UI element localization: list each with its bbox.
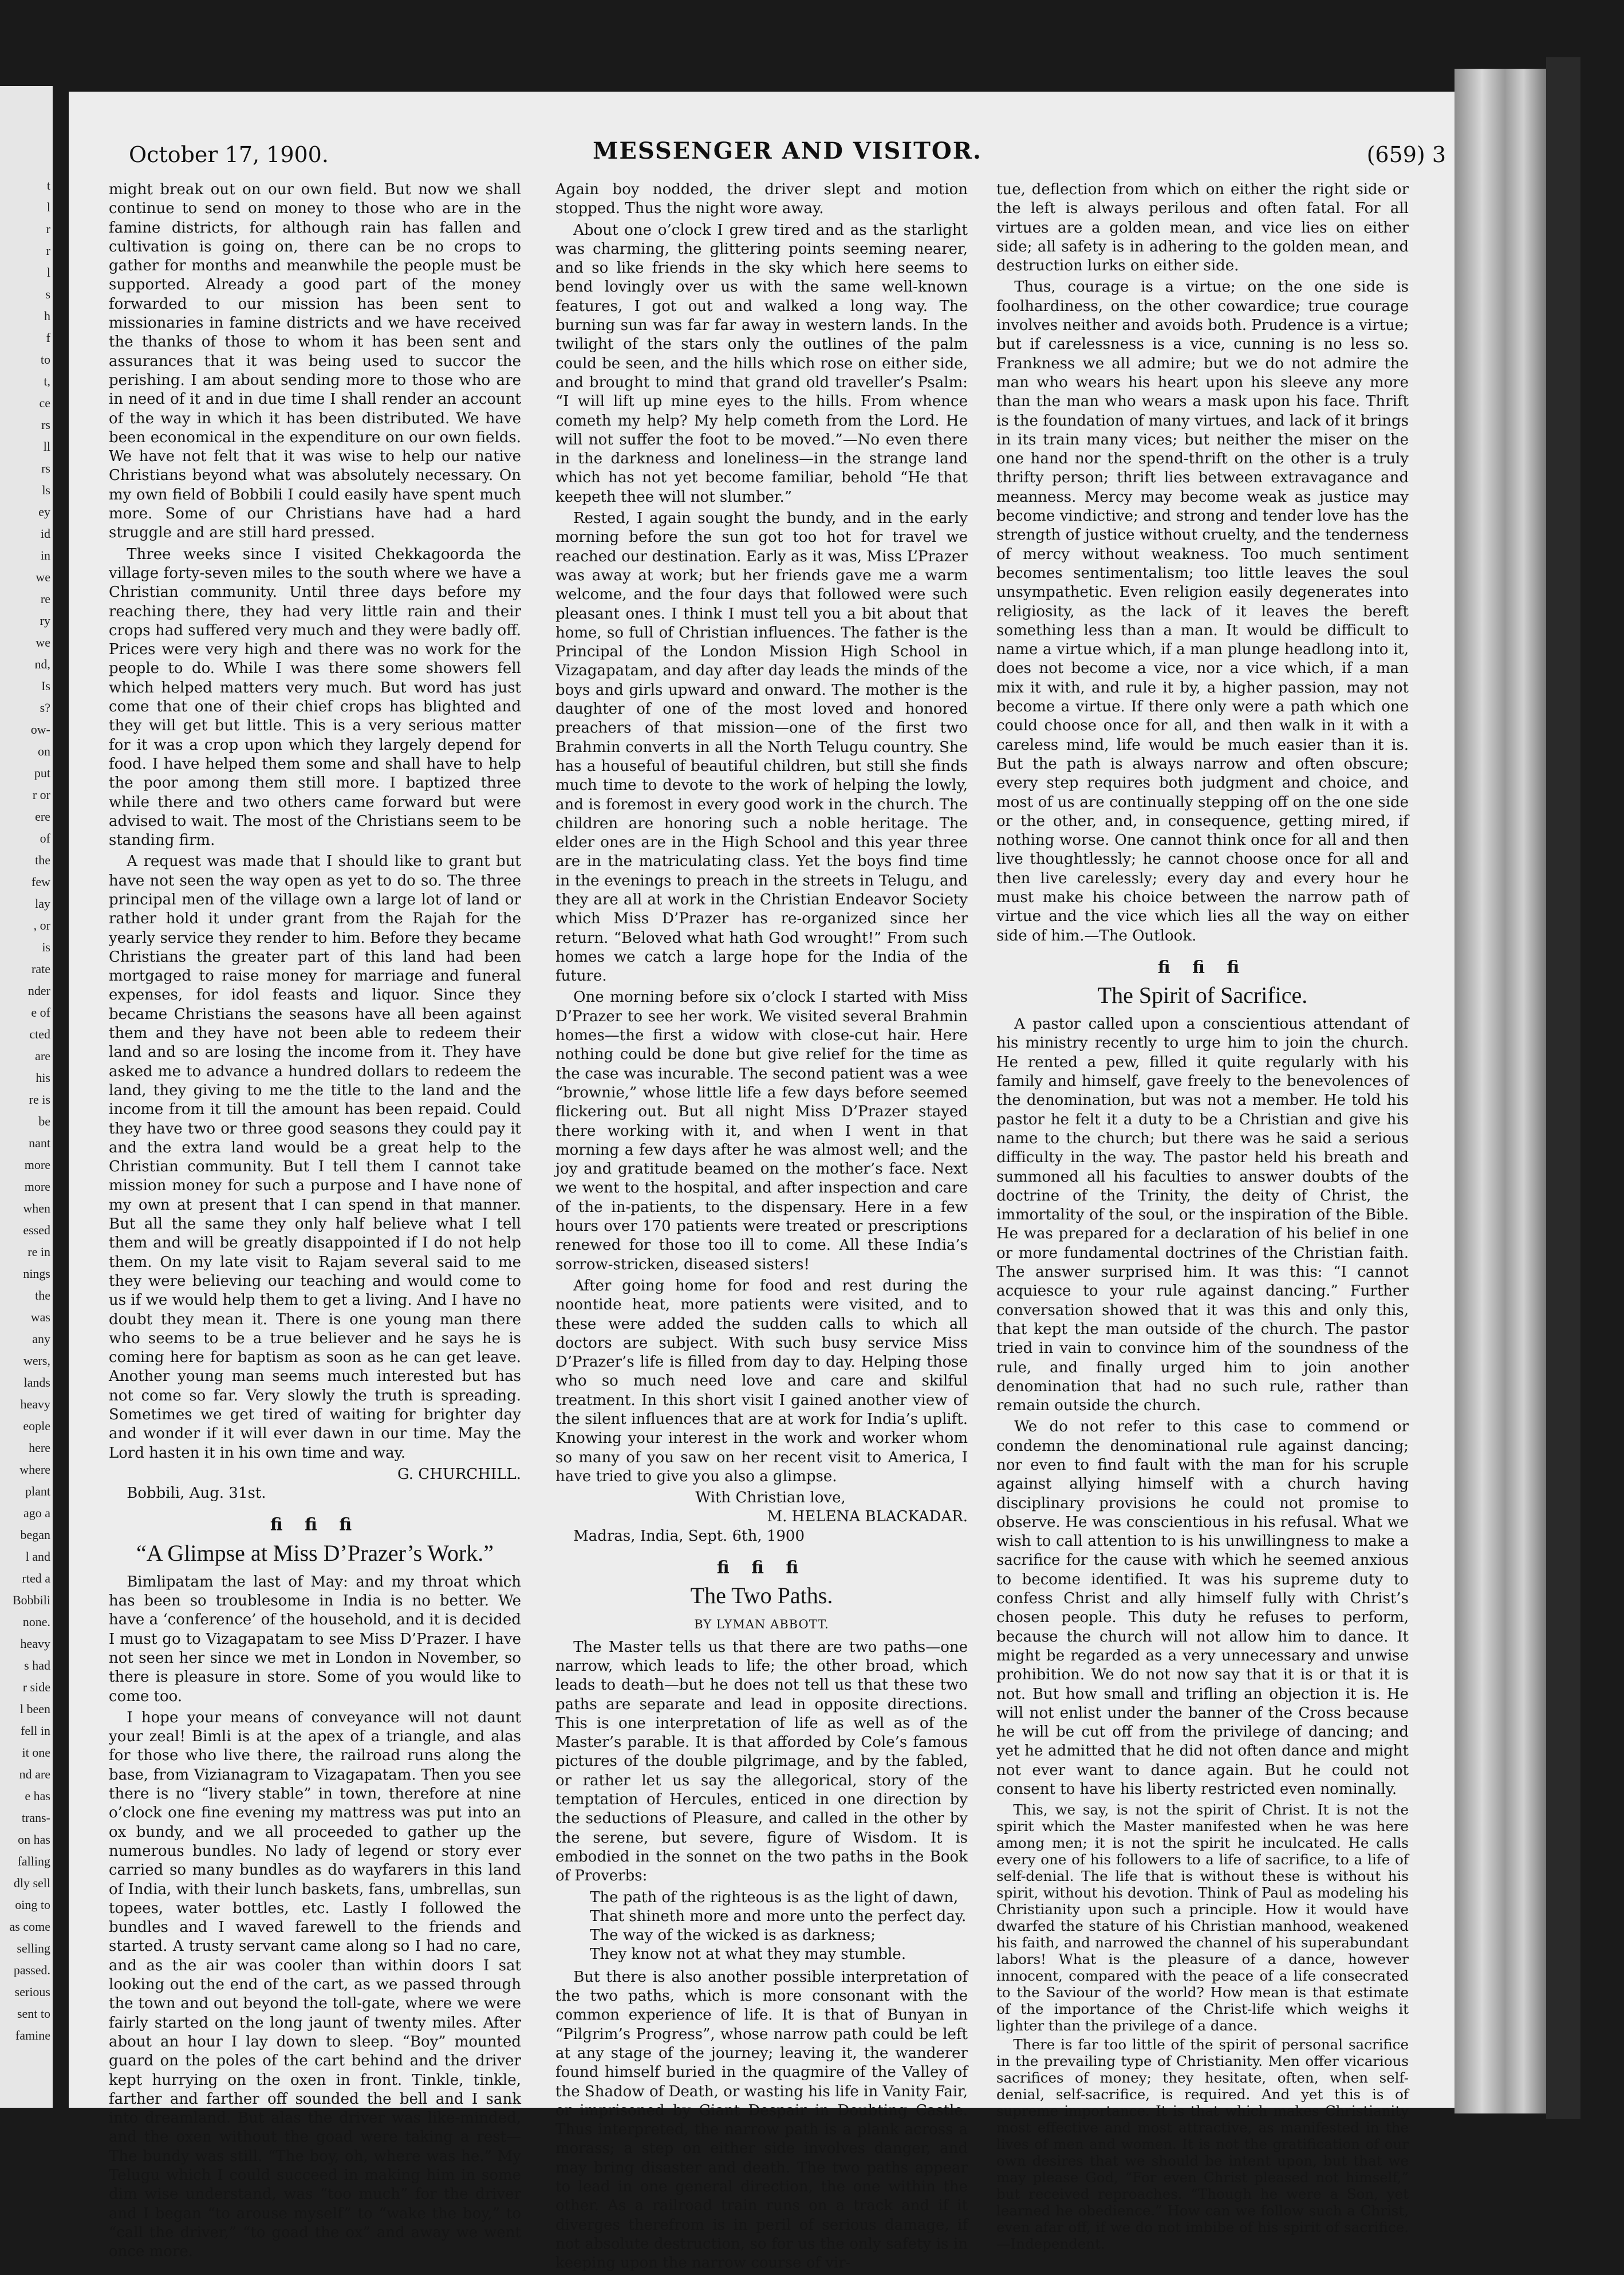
issue-date: October 17, 1900. <box>129 142 329 167</box>
author-signature: G. CHURCHILL. <box>397 1465 521 1483</box>
column-2 <box>555 180 968 2275</box>
closing-line: With Christian love, <box>695 1489 846 1507</box>
article-paragraph: About one o’clock I grew tired and as the starlight was charming, the glittering points seeming nearer, and so like friends in the sky which here seems to bend lovingly over us with the same well-known features, I got out and walked a long way. The burning sun was far far away in western lands. In the twilight of the stars only the outlines of the palm could be seen, and the hills which rose on either side, and brought to mind that grand old traveller’s Psalm: “I will lift up mine eyes to the hills. From whence cometh my help? My help cometh from the Lord. He will not suffer the foot to be moved.”—No even there in the darkness and loneliness—in the strange land which has not yet become familiar, behold “He that keepeth thee will not slumber.” <box>555 221 968 506</box>
previous-page-fragment: ls <box>42 483 50 497</box>
article-title: The Two Paths. <box>690 1583 833 1609</box>
previous-page-fragment: more <box>24 1158 50 1172</box>
previous-page-fragment: in <box>40 548 50 562</box>
previous-page-fragment: any <box>32 1332 50 1346</box>
previous-page-fragment: the <box>35 1288 50 1302</box>
scripture-verse <box>590 1888 968 1965</box>
previous-page-fragment: rate <box>31 962 50 976</box>
verse-line: The way of the wicked is as darkness; <box>590 1927 876 1945</box>
previous-page-fragment: t <box>46 178 50 192</box>
previous-page-fragment: was <box>30 1310 50 1324</box>
previous-page-fragment: e has <box>25 1789 50 1803</box>
article-paragraph: I hope your means of conveyance will not daunt your zeal! Bimli is at the apex of a triangle, and alas for those who live there, the railroad runs along the base, from Vizianagram to Vizagapatam. Then you see there is no “livery stable” in town, therefore at nine o’clock one fine evening my mattress was put into an ox bundy, and we all proceeded to gather up the numerous bundles. No lady of legend or story ever carried so many bundles as do wayfarers in this land of India, with their lunch baskets, fans, umbrellas, sun topees, water bottles, etc. Lastly I followed the bundles and I waved farewell to the friends and started. A trusty servant came along so I had no care, and as the air was cooler than within doors I sat looking out the end of the cart, as we passed through the town and out beyond the toll-gate, where we were fairly started on the long jaunt of twenty miles. After about an hour I lay down to sleep. “Boy” mounted guard on the poles of the cart behind and the driver kept hurrying on the oxen in front. Tinkle, tinkle, farther and farther off sounded the bell and I sank into dreamland. But alas the driver was like-minded, and the oxen without the goad were taking a rest—The bundy was still. “The boy, oh, where was he.” My Telugu which I could succeed in making him in some dim wise understand, was “too much” for the driver and I began “to arouse myself” to “wake the boy,” to “call the driver,” “to goad the ox” and away we went once more. <box>109 1709 521 2261</box>
previous-page-fragment: re is <box>29 1092 50 1107</box>
previous-page-fragment: ey <box>38 505 50 519</box>
previous-page-fragment: on has <box>18 1832 50 1847</box>
previous-page-fragment: few <box>31 875 50 889</box>
previous-page-fragment: h <box>44 309 50 323</box>
page-number: (659) 3 <box>1366 142 1446 167</box>
previous-page-fragment: selling <box>17 1941 50 1955</box>
previous-page-fragment: be <box>38 1114 50 1128</box>
page-header <box>129 137 1446 178</box>
previous-page-fragment: ow- <box>30 722 50 737</box>
previous-page-fragment: lay <box>35 896 50 911</box>
previous-page-fragment: Is <box>41 679 50 693</box>
previous-page-fragment: ry <box>40 613 50 628</box>
previous-page-fragment: cted <box>29 1027 50 1041</box>
previous-page-fragment: when <box>23 1201 50 1215</box>
verse-line: That shineth more and more unto the perfect day. <box>590 1907 967 1925</box>
previous-page-fragment: nant <box>29 1136 50 1150</box>
previous-page-fragment: l and <box>25 1549 50 1564</box>
previous-page-fragment: rs <box>41 461 50 475</box>
previous-page-fragment: id <box>40 526 50 541</box>
previous-page-fragment: ce <box>39 396 50 410</box>
section-separator: ﬁ ﬁ ﬁ <box>1157 957 1248 978</box>
article-paragraph: There is far too little of the spirit of personal sacrifice in the prevailing type of Christianity. Men offer vicarious sacrifices of money; they hesitate, often, when self-denial, self-sacrifice, is required. And yet this is of supreme importance. It is that which makes Christianity most effective and most attractive, as manifested in the lives of men and women. It is not the gratification of our own desires that we should be intent upon, but that we may please God, “For even Christ pleased not himself,” but received reproaches. “Though he were a Son, yet learned he obedience.” How can we follow such a Christ, even afar off, if we do not imbibe of his spirit of sacrifice.—Independent. <box>996 2036 1409 2253</box>
previous-page-fragment: of <box>40 831 50 845</box>
previous-page-fragment: eople <box>23 1419 50 1433</box>
previous-page-fragment: passed. <box>13 1963 50 1977</box>
previous-page-fragment: s had <box>24 1658 50 1672</box>
previous-page-fragment: here <box>29 1440 50 1455</box>
page-edge-stack <box>1454 69 1546 2113</box>
article-title: “A Glimpse at Miss D’Prazer’s Work.” <box>136 1540 494 1566</box>
verse-line: The path of the righteous is as the light of dawn, <box>590 1888 959 1906</box>
previous-page-fragment: r <box>46 222 50 236</box>
previous-page-fragment: wers, <box>23 1353 50 1368</box>
previous-page-fragment: re <box>40 592 50 606</box>
previous-page-fragment: f <box>46 330 50 345</box>
dateline: Bobbili, Aug. 31st. <box>127 1485 266 1502</box>
previous-page-fragment: as come <box>9 1919 50 1934</box>
previous-page-fragment: we <box>36 635 50 650</box>
article-paragraph: tue, deflection from which on either the right side or the left is always perilous and often fatal. For all virtues are a golden mean, and vice lies on either side; all safety is in adhering to the golden mean, and destruction lurks on either side. <box>996 181 1409 275</box>
previous-page-fragment: l <box>46 265 50 280</box>
previous-page-fragment: r or <box>32 788 50 802</box>
previous-page-fragment: fell in <box>21 1723 50 1738</box>
byline: BY LYMAN ABBOTT. <box>694 1617 829 1632</box>
masthead: MESSENGER AND VISITOR. <box>593 137 982 164</box>
previous-page-fragment: , or <box>33 918 50 932</box>
previous-page-fragment: s? <box>40 700 50 715</box>
article-paragraph: Again boy nodded, the driver slept and motion stopped. Thus the night wore away. <box>555 181 968 218</box>
previous-page-fragment: falling <box>17 1854 50 1868</box>
newspaper-page <box>69 92 1466 2272</box>
dateline: Madras, India, Sept. 6th, 1900 <box>573 1527 805 1545</box>
previous-page-fragment: none. <box>22 1615 50 1629</box>
article-paragraph: Three weeks since I visited Chekkagoorda the village forty-seven miles to the south where we have a Christian community. Until three days before my reaching there, they had very little rain and their crops had suffered very much and they were badly off. Prices were very high and there was no work for the people to do. While I was there some showers fell which helped matters very much. But word has just come that one of their chief crops has blighted and they will get but little. This is a very serious matter for it was a crop upon which they largely depend for food. I have helped them some and shall have to help the poor among them still more. I baptized three while there and two others came forward but were advised to wait. The most of the Christians seem to be standing firm. <box>109 545 521 849</box>
previous-page-fragment: sent to <box>17 2006 50 2021</box>
previous-page-fragment: his <box>36 1070 50 1085</box>
previous-page-fragment: more <box>24 1179 50 1194</box>
article-paragraph: The Master tells us that there are two paths—one narrow, which leads to life; the other broad, which leads to death—but he does not tell us that these two paths are separate and lead in opposite directions. This is one interpretation of life as well as of the Master’s parable. It is that afforded by Cole’s famous pictures of the double pilgrimage, and by the fabled, or rather let us say the allegorical, story of the temptation of Hercules, enticed in one direction by the seductions of Pleasure, and called in the other by the serene, but severe, figure of Wisdom. It is embodied in the sonnet on the two paths in the Book of Proverbs: <box>555 1638 968 1885</box>
previous-page-fragment: l <box>46 200 50 214</box>
previous-page-fragment: e of <box>31 1005 50 1020</box>
article-paragraph: Rested, I again sought the bundy, and in the early morning before the sun got too hot for travel we reached our destination. Early as it was, Miss L’Prazer was away at work; but her friends gave me a warm welcome, and the four days that followed were such pleasant ones. I think I must tell you a bit about that home, so full of Christian influences. The father is the Principal of the London Mission High School in Vizagapatam, and day after day leads the minds of the boys and girls upward and onward. The mother is the daughter of one of the most loved and honored preachers of that mission—one of the first two Brahmin converts in all the North Telugu country. She has a houseful of beautiful children, but still she finds much time to devote to the work of helping the lowly, and is foremost in every good work in the church. The children are honoring such a noble heritage. The elder ones are in the High School and this year three are in the matriculating class. Yet the boys find time in the evenings to preach in the streets in Telugu, and they are all at work in the Christian Endeavor Society which Miss D’Prazer has re-organized since her return. “Beloved what hath God wrought!” From such homes we catch a large hope for the India of the future. <box>555 510 968 985</box>
previous-page-fragment: s <box>45 287 50 301</box>
previous-page-fragment: is <box>42 940 50 954</box>
previous-page-fragment: heavy <box>20 1636 50 1651</box>
previous-page-fragment: l been <box>19 1702 50 1716</box>
article-paragraph: Thus, courage is a virtue; on the one side is foolhardiness, on the other cowardice; true courage involves neither and avoids both. Prudence is a virtue; but if carelessness is a vice, cunning is no less so. Frankness we all admire; but we do not admire the man who wears his heart upon his sleeve any more than the man who wears a mask upon his face. Thrift is the foundation of many virtues, and lack of it brings in its train many vices; but neither the miser on the one hand nor the spend-thrift on the other is a truly thrifty person; thrift lies between extravagance and meanness. Mercy may become weak as justice may become vindictive; and strong and tender love has the strength of justice without cruelty, and the tenderness of mercy without weakness. Too much sentiment becomes sentimentalism; too little leaves the soul unsympathetic. Even religion easily degenerates into religiosity, as the lack of it leaves the bereft something less than a man. It would be difficult to name a virtue which, if a man plunge headlong into it, does not become a vice, nor a vice which, if a man mix it with, and rule it by, a higher passion, may not become a virtue. If there only were a path which one could choose once for all, and then walk in it with a careless mind, life would be much easier than it is. But the path is always narrow and often obscure; every step requires both judgment and choice, and most of us are continually stepping off on the one side or the other, and, in consequence, getting mired, if nothing worse. One cannot think once for all and then live thoughtlessly; he cannot choose once for all and then live carelessly; every day and every hour he must make his choice between the narrow path of virtue and the vice which lies all the way on either side of him.—The Outlook. <box>996 278 1409 944</box>
binding-shadow <box>1546 57 1580 2119</box>
article-paragraph: A pastor called upon a conscientious attendant of his ministry recently to urge him to join the church. He rented a pew, filled it quite regularly with his family and himself, gave freely to the benevolences of the denomination, but was not a member. He told his pastor he felt it a duty to be a Christian and give his name to the church; but there was he said a serious difficulty in the way. The pastor held his breath and summoned all his faculties to answer doubts of the doctrine of the Trinity, the deity of Christ, the immortality of the soul, or the inspiration of the Bible. He was prepared for a declaration of his belief in one or more fundamental doctrines of the Christian faith. The answer surprised him. It was this: “I cannot acquiesce to your rule against dancing.” Further conversation showed that it was this and only this, that kept the man outside of the church. The pastor tried in vain to convince him of the soundness of the rule, and finally urged him to join another denomination that had no such rule, rather than remain outside the church. <box>996 1016 1409 1415</box>
column-3 <box>996 180 1409 2254</box>
article-paragraph: One morning before six o’clock I started with Miss D’Prazer to see her work. We visited several Brahmin homes—the first a widow with close-cut hair. Here nothing could be done but give relief for the time as the case was incurable. The second patient was a wee “brownie,” whose little life a few days before seemed flickering out. But all night Miss D’Prazer stayed there working with it, and when I went in that morning a few days after he was almost well; and the joy and gratitude beamed on the mother’s face. Next we went to the hospital, and after inspection and care of the in-patients, to the dispensary. Here in a few hours over 170 patients were treated or prescriptions renewed for those too ill to come. All these India’s sorrow-stricken, diseased sisters! <box>555 989 968 1273</box>
previous-page-fragment: nd are <box>19 1767 50 1781</box>
article-title: The Spirit of Sacrifice. <box>1097 982 1308 1009</box>
previous-page-fragment: plant <box>25 1484 50 1498</box>
previous-page-fragment: ll <box>43 439 50 454</box>
previous-page-fragment: Bobbili <box>12 1593 50 1607</box>
author-signature: M. HELENA BLACKADAR. <box>767 1508 968 1526</box>
previous-page-fragment: nd, <box>34 657 50 671</box>
article-paragraph: This, we say, is not the spirit of Christ. It is not the spirit which the Master manifested when he was here among men; it is not the spirit he inculcated. He calls every one of his followers to a life of sacrifice, to a life of self-denial. The life that is without these is without his spirit, without his devotion. Think of Paul as modeling his Christianity upon such a principle. How it would have dwarfed the stature of his Christian manhood, weakened his faith, and narrowed the channel of his superabundant labors! What is the pleasure of a dance, however innocent, compared with the peace of a life consecrated to the Saviour of the world? How mean is that estimate of the importance of the Christ-life which weighs it lighter than the privilege of a dance. <box>996 1801 1409 2034</box>
article-paragraph: We do not refer to this case to commend or condemn the denominational rule against dancing; nor even to find fault with the man for his scruple against allying himself with a church having disciplinary provisions he could not promise to observe. He was conscientious in his refusal. What we wish to call attention to is his unwillingness to make a sacrifice for the cause with which he seemed anxious to become identified. It was his supreme duty to confess Christ and ally himself fully with Christ’s chosen people. This duty he refuses to perform, because the church will not allow him to dance. It might be regarded as a very unnecessary and unwise prohibition. We do not now say that it is or that it is not. But how small and trifling an objection it is. He will not enlist under the banner of the Cross because he will be cut off from the privilege of dancing; and yet he admitted that he did not often dance and might not ever want to dance again. But he could not consent to have his liberty restricted even nominally. <box>996 1418 1409 1798</box>
section-separator: ﬁ ﬁ ﬁ <box>270 1515 360 1536</box>
previous-page-fragment: r <box>46 243 50 258</box>
previous-page-fragment: where <box>19 1462 50 1477</box>
previous-page-fragment: ere <box>35 809 50 824</box>
section-separator: ﬁ ﬁ ﬁ <box>716 1558 807 1579</box>
previous-page-fragment: ago a <box>23 1506 50 1520</box>
previous-page-fragment: re in <box>27 1245 50 1259</box>
previous-page-fragment: r side <box>22 1680 50 1694</box>
article-paragraph: might break out on our own field. But now we shall continue to send on money to those who are in the famine districts, for although rain has fallen and cultivation is going on, there can be no crops to gather for months and meanwhile the people must be supported. Already a good part of the money forwarded to our mission has been sent to missionaries in famine districts and we have received the thanks of those to whom it has been sent and assurances that it was being used to succor the perishing. I am about sending more to those who are in need of it and in due time I shall render an account of the way in which it has been distributed. We have been economical in the expenditure on our own fields. We have not felt that it was wise to help our native Christians beyond what was absolutely necessary. On my own field of Bobbili I could easily have spent much more. Some of our Christians have had a hard struggle and are still hard pressed. <box>109 181 521 542</box>
previous-page-fragment: nder <box>27 983 50 998</box>
previous-page-fragment: oing to <box>15 1898 50 1912</box>
previous-page-fragment: dly sell <box>13 1876 50 1890</box>
verse-line: They know not at what they may stumble. <box>590 1946 906 1963</box>
previous-page-fragment: rted a <box>22 1571 50 1585</box>
article-paragraph: Bimlipatam the last of May: and my throat which has been so troublesome in India is no better. We have a ‘conference’ of the household, and it is decided I must go to Vizagapatam to see Miss D’Prazer. I have not seen her since we met in London in November, so there is pleasure in store. Some of you would like to come too. <box>109 1573 521 1705</box>
column-1 <box>109 180 521 2264</box>
previous-page-fragment: nings <box>23 1266 50 1281</box>
previous-page-fragment: on <box>38 744 50 758</box>
previous-page-fragment: famine <box>15 2028 50 2042</box>
previous-page-fragment: lands <box>23 1375 50 1390</box>
previous-page-fragment: trans- <box>21 1810 50 1825</box>
previous-page-fragment: rs <box>41 418 50 432</box>
previous-page-fragment: serious <box>14 1985 50 1999</box>
previous-page-fragment: it one <box>22 1745 50 1760</box>
article-paragraph: After going home for food and rest during the noontide heat, more patients were visited, and to these were added the sudden calls to which all doctors are subject. With such busy service Miss D’Prazer’s life is filled from day to day. Helping those who so much need love and care and skilful treatment. In this short visit I gained another view of the silent influences that are at work for India’s uplift. Knowing your interest in the work and worker whom so many of you saw on her recent visit to America, I have tried to give you also a glimpse. <box>555 1277 968 1485</box>
previous-page-fragment: heavy <box>20 1397 50 1411</box>
previous-page-fragment: to <box>40 352 50 367</box>
previous-page-fragment: t, <box>44 374 50 388</box>
previous-page-fragment: put <box>34 766 50 780</box>
article-paragraph: But there is also another possible interpretation of the two paths, which is more consonant with the common experience of life. It is that of Bunyan in “Pilgrim’s Progress”, whose narrow path could be left at any stage of the journey; leaving it, the wanderer found himself buried in the quagmire of the Valley of the Shadow of Death, or wasting his life in Vanity Fair, or imprisoned by Giant Despair in Doubting Castle. Thus interpreted, the narrow path is a plank across a morass; a step on either side involves danger, and may bring disaster and death. The two paths appear to lead in one general direction, the one within the other. As a railroad train runs on a track and if it diverges therefrom is in peril of serious damage, if not absolute destruction, so for us the only safety is in keeping upon the narrow course of vir- <box>555 1968 968 2272</box>
previous-page-fragment: the <box>35 853 50 867</box>
previous-page-fragment: we <box>36 570 50 584</box>
previous-page-strip <box>0 86 53 2108</box>
previous-page-fragment: are <box>35 1049 50 1063</box>
previous-page-fragment: began <box>20 1528 50 1542</box>
article-paragraph: A request was made that I should like to grant but have not seen the way open as yet to do so. The three principal men of the village own a large lot of land or rather hold it under grant from the Rajah for the yearly service they render to him. Before they became Christians the greater part of this land had been mortgaged to raise money for marriage and funeral expenses, for idol feasts and liquor. Since they became Christians the seasons have all been against them and they have not been able to redeem their land and so are losing the income from it. They have asked me to advance a hundred dollars to redeem the land, they giving to me the title to the land and the income from it till the amount has been repaid. Could they have two or three good seasons they could pay it and the extra land would be a great help to the Christian community. But I tell them I cannot take mission money for such a purpose and I have none of my own at present that I can spend in that manner. But all the same they only half believe what I tell them and will be greatly disappointed if I do not help them. On my late visit to Rajam several said to me they were believing our teaching and would come to us if we would help them to get a living. And I have no doubt they mean it. There is one young man there who seems to be a true believer and he says he is coming here for baptism as soon as he can get leave. Another young man seems much interested but has not come so far. Very slowly the truth is spreading. Sometimes we get tired of waiting for brighter day and wonder if it will ever dawn in our time. May the Lord hasten it in his own time and way. <box>109 853 521 1462</box>
previous-page-fragment: essed <box>23 1223 50 1237</box>
